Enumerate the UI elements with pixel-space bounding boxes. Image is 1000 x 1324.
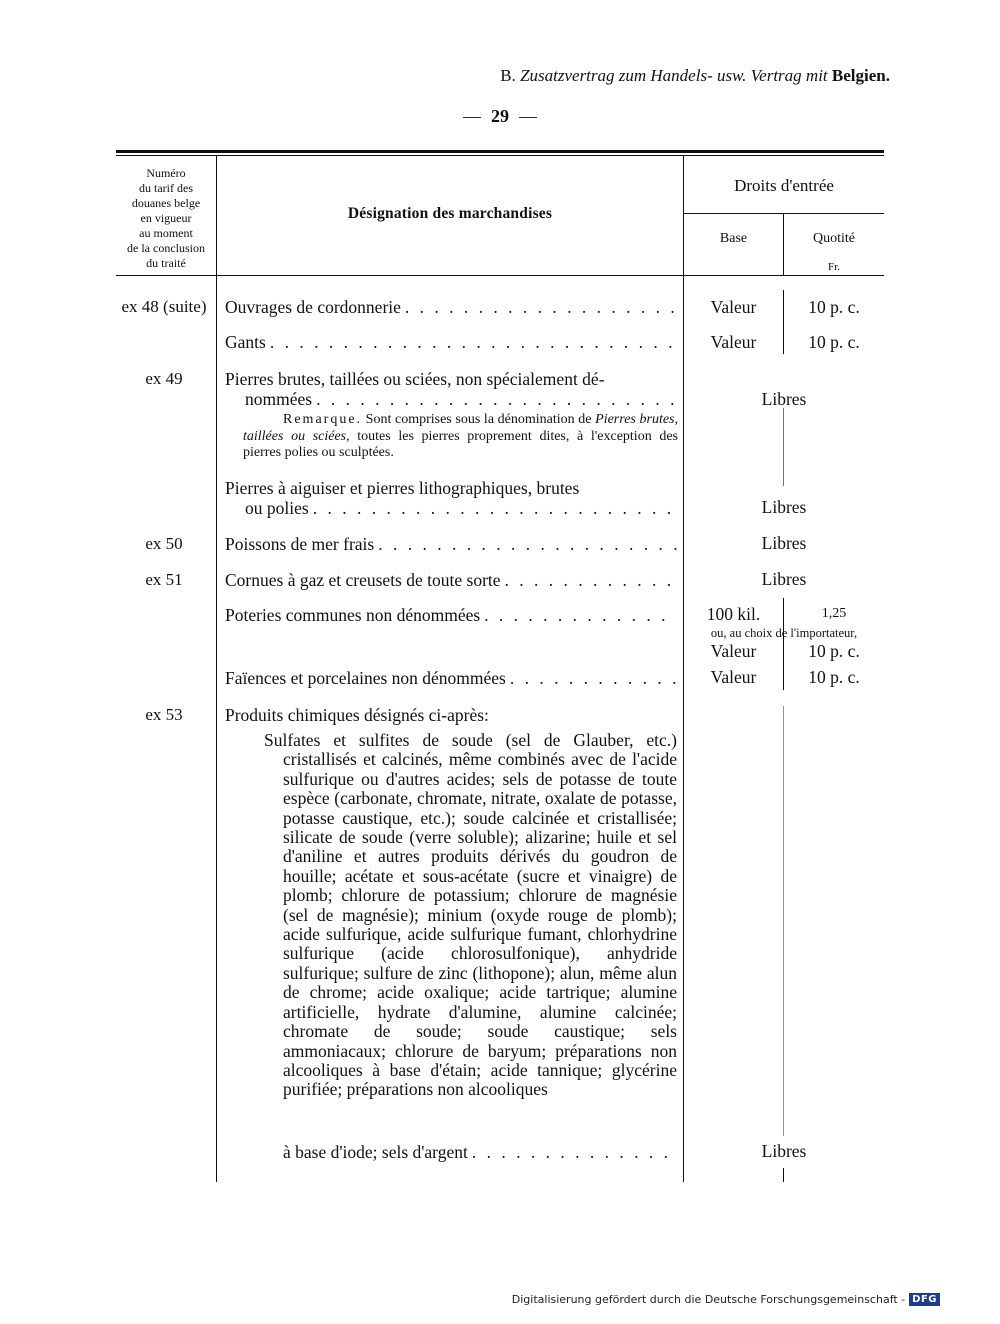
row-base: Valeur [710, 667, 757, 687]
row-base: 100 kil. [706, 604, 761, 624]
row-description-text: Ouvrages de cordonnerie [225, 297, 401, 317]
row-description [225, 297, 677, 317]
running-head-country: Belgien. [831, 66, 890, 85]
chemical-list [264, 730, 677, 1100]
row-description-text: Faïences et porcelaines non dénommées [225, 668, 506, 688]
row-base: Valeur [710, 332, 757, 352]
header-bottom-rule [116, 275, 884, 276]
remark-text: toutes les pierres proprement dites, à l'exception des pierres polies ou sculptées. [243, 428, 678, 460]
chemical-list-text: Sulfates et sulfites de soude (sel de Glauber, etc.) cristallisés et calcinés, même combinés avec de l'acide sulfurique ou d'autres acides; sels de potasse de toute espèce (carbonate, chromate, nitrate, oxalate de potasse, potasse caustique, etc.); soude calcinée et cristallisée; silicate de soude (verre soluble); alizarine; huile et sel d'aniline et autres produits dérivés du goudron de houille; acétate et sous-acétate (sucre et vinaigre) de plomb; chlorure de potassium; chlorure de magnésie (sel de magnésie); minium (oxyde rouge de plomb); acide sulfurique, acide sulfurique fumant, chlorhydrine sulfurique (acide chlorosulfonique), anhydride sulfurique; sulfure de zinc (lithopone); alun, même alun de chrome; acide oxalique; acide tartrique; alumine artificielle, hydrate d'alumine, alumine calcinée; chromate de soude; soude caustique; sels ammoniacaux; chlorure de baryum; préparations non alcooliques à base d'étain; acide tannique; glycérine purifiée; préparations non alcooliques [264, 730, 677, 1100]
row-quotite: 10 p. c. [808, 332, 860, 352]
row-description [245, 389, 677, 409]
row-number: ex 50 [145, 534, 183, 553]
remark-label: Remarque. [283, 412, 363, 427]
footer-text: Digitalisierung gefördert durch die Deutsche Forschungsgemeinschaft - [511, 1293, 906, 1306]
running-head [380, 66, 890, 86]
row-description [283, 1142, 677, 1162]
header-tariff-number [116, 166, 216, 271]
header-base: Base [719, 231, 748, 246]
row-base-alt: Valeur [710, 641, 757, 661]
row-description [225, 534, 677, 554]
row-description [225, 605, 677, 625]
header-line: au moment [139, 226, 193, 240]
row-number: ex 49 [145, 369, 183, 388]
header-line: du traité [146, 256, 186, 270]
row-droit: Libres [761, 1141, 807, 1161]
header-line: du tarif des [139, 181, 193, 195]
row-quotite-alt: 10 p. c. [808, 641, 860, 661]
row-note: ou, au choix de l'importateur, [710, 626, 858, 640]
row-quotite: 10 p. c. [808, 297, 860, 317]
row-description-line: Pierres à aiguiser et pierres lithographiques, brutes [225, 478, 580, 498]
header-line: de la conclusion [127, 241, 205, 255]
row-description [245, 498, 677, 518]
header-droits: Droits d'entrée [734, 176, 834, 195]
remark-text: Sont comprises sous la dénomination de [365, 412, 592, 427]
header-line: en vigueur [140, 211, 192, 225]
page-number-value: 29 [491, 106, 509, 126]
header-quotite: Quotité [813, 231, 855, 246]
row-description-text: nommées [245, 389, 313, 409]
running-head-text: Zusatzvertrag zum Handels- usw. Vertrag mit [520, 66, 828, 85]
row-quotite: 10 p. c. [808, 667, 860, 687]
running-head-prefix: B. [500, 66, 516, 85]
bq-divider-r3 [783, 408, 784, 486]
row-number: ex 53 [145, 705, 183, 724]
top-rule-thin [116, 155, 884, 156]
row-description-line: Pierres brutes, taillées ou sciées, non spécialement dé- [225, 369, 605, 389]
row-quotite: 1,25 [821, 606, 847, 621]
remark-italic: Pierres brutes, taillées ou sciées, [243, 412, 678, 444]
row-description-text: Gants [225, 332, 266, 352]
top-rule-thick [116, 150, 884, 153]
footer-credit [512, 1293, 940, 1306]
bq-divider-r9 [783, 706, 784, 1136]
row-description-text: ou polies [245, 498, 309, 518]
row-description-text: à base d'iode; sels d'argent [283, 1142, 468, 1162]
row-description-text: Poissons de mer frais [225, 534, 375, 554]
row-description-text: Poteries communes non dénommées [225, 605, 481, 625]
row-number: ex 51 [145, 570, 183, 589]
row-description [225, 570, 677, 590]
remark-note [243, 412, 678, 462]
row-droit: Libres [761, 533, 807, 553]
row-description-text: Cornues à gaz et creusets de toute sorte [225, 570, 501, 590]
bq-divider-end [783, 1168, 784, 1182]
row-droit: Libres [761, 497, 807, 517]
header-fr: Fr. [828, 261, 840, 273]
header-line: Numéro [146, 166, 186, 180]
row-description-line: Produits chimiques désignés ci-après: [225, 705, 489, 725]
header-designation: Désignation des marchandises [347, 205, 553, 222]
row-description [225, 668, 677, 688]
row-description [225, 332, 677, 352]
row-droit: Libres [761, 569, 807, 589]
page-number: — 29 — [463, 106, 537, 126]
col1-divider [216, 156, 217, 1182]
row-base: Valeur [710, 297, 757, 317]
dfg-logo: DFG [909, 1293, 940, 1306]
row-droit: Libres [761, 389, 807, 409]
header-line: douanes belge [131, 196, 201, 210]
row-number: ex 48 (suite) [121, 297, 207, 316]
